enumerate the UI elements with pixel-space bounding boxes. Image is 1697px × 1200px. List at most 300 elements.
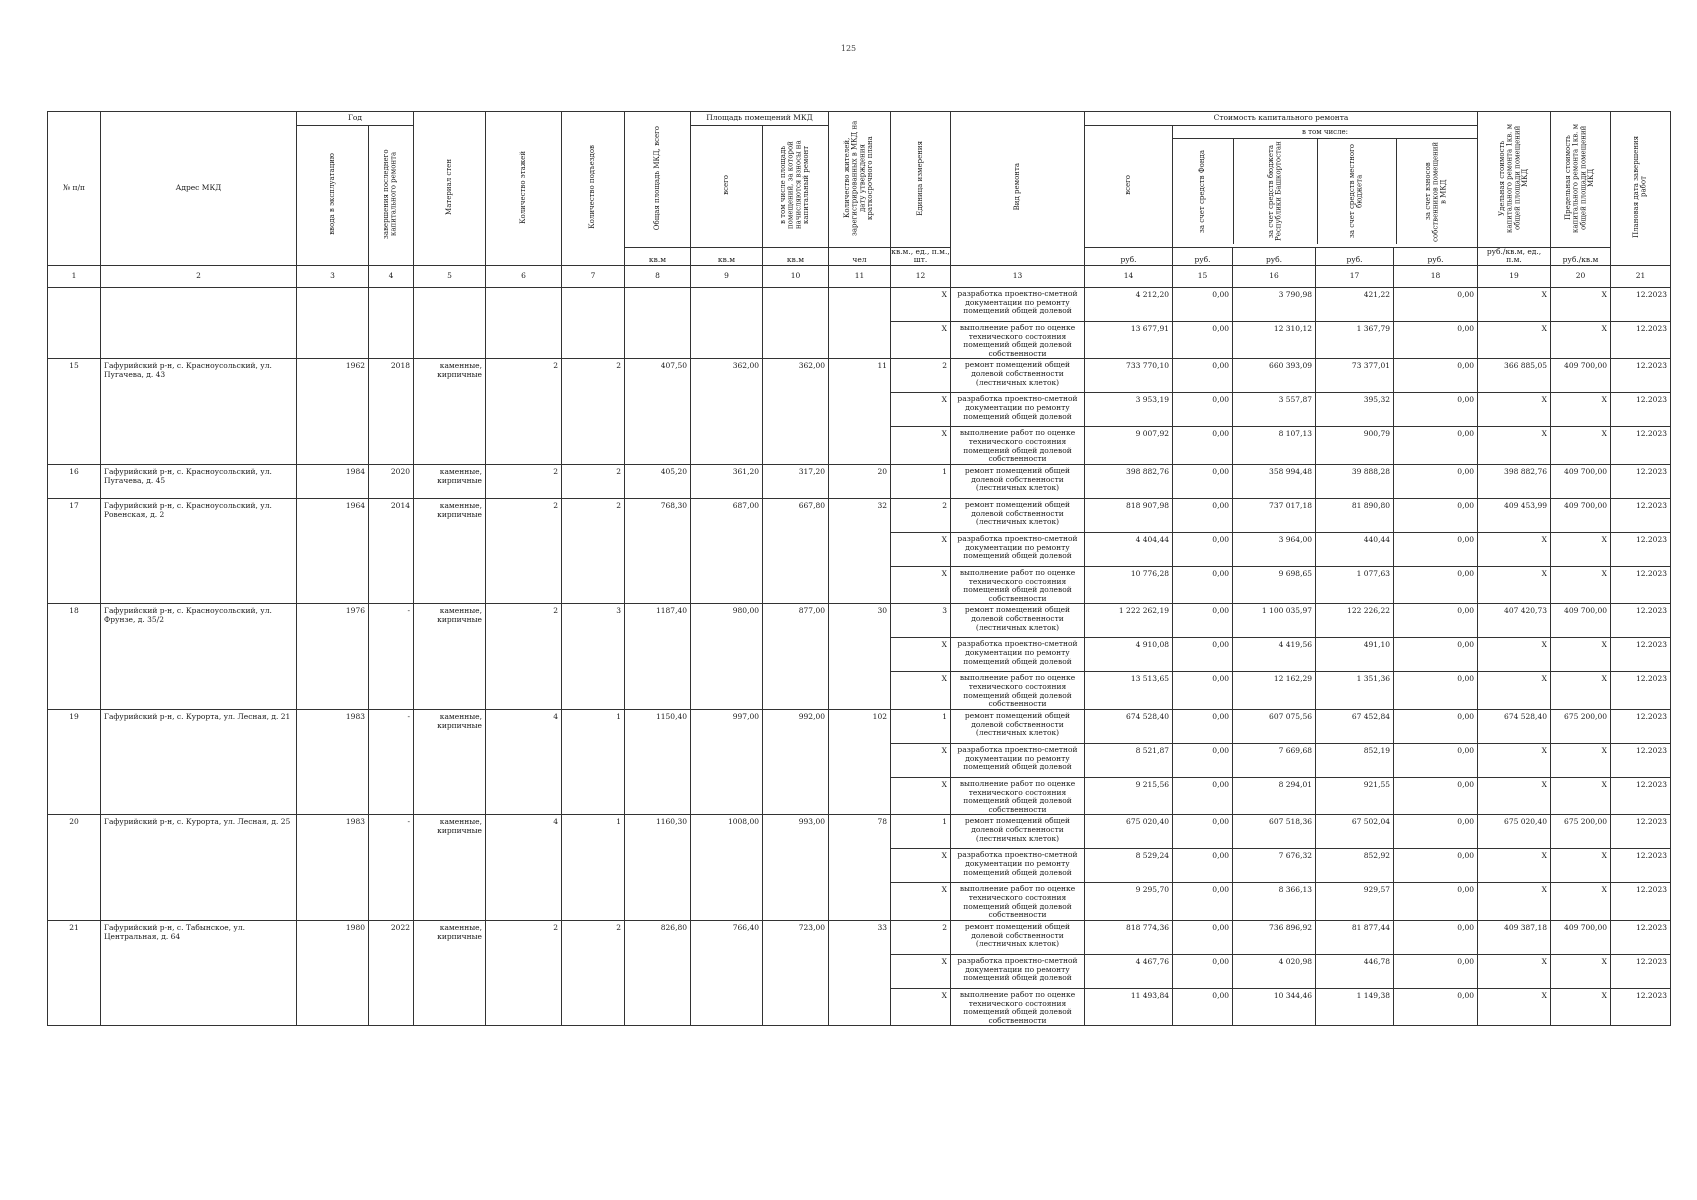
unit-cost: X xyxy=(1478,743,1551,777)
column-numbers-row xyxy=(48,265,1671,287)
cost-fund: 0,00 xyxy=(1173,287,1233,321)
work-type: разработка проектно-сметной документации по ремонту помещений общей долевой xyxy=(951,638,1085,672)
cost-owners: 0,00 xyxy=(1394,321,1478,359)
year-commission: 1962 xyxy=(297,359,369,465)
unit-cost: X xyxy=(1478,393,1551,427)
header-year-group: Год xyxy=(297,112,414,126)
cost-republic: 9 698,65 xyxy=(1233,566,1316,604)
residents-count: 102 xyxy=(829,709,891,815)
cost-local: 39 888,28 xyxy=(1316,464,1394,498)
cost-owners: 0,00 xyxy=(1394,393,1478,427)
cost-fund: 0,00 xyxy=(1173,321,1233,359)
cost-owners: 0,00 xyxy=(1394,849,1478,883)
building-address: Гафурийский р-н, с. Курорта, ул. Лесная, д. 21 xyxy=(101,709,297,815)
table-row xyxy=(48,287,1671,321)
unit-cost: X xyxy=(1478,321,1551,359)
area-total: 997,00 xyxy=(691,709,763,815)
building-address: Гафурийский р-н, с. Табынское, ул. Центральная, д. 64 xyxy=(101,920,297,1026)
unit-republic: руб. xyxy=(1233,247,1316,265)
work-type: разработка проектно-сметной документации по ремонту помещений общей долевой xyxy=(951,954,1085,988)
header-local: за счет средств местного бюджета xyxy=(1318,139,1397,244)
header-plan-date: Плановая дата завершения работ xyxy=(1611,112,1671,266)
table-row xyxy=(48,464,1671,498)
cost-republic: 607 518,36 xyxy=(1233,815,1316,849)
area-total: 1008,00 xyxy=(691,815,763,921)
cost-fund: 0,00 xyxy=(1173,464,1233,498)
cost-fund: 0,00 xyxy=(1173,604,1233,638)
header-floors: Количество этажей xyxy=(486,112,562,266)
unit-cost: X xyxy=(1478,672,1551,710)
work-type: выполнение работ по оценке технического состояния помещений общей долевой собственности xyxy=(951,672,1085,710)
plan-date: 12.2023 xyxy=(1611,321,1671,359)
header-address: Адрес МКД xyxy=(101,112,297,266)
plan-date: 12.2023 xyxy=(1611,566,1671,604)
cost-fund: 0,00 xyxy=(1173,743,1233,777)
cost-owners: 0,00 xyxy=(1394,743,1478,777)
floors-count: 2 xyxy=(486,359,562,465)
unit-value: X xyxy=(891,849,951,883)
header-unit: Единица измерения xyxy=(891,112,951,248)
entrances-count: 1 xyxy=(562,815,625,921)
cost-fund: 0,00 xyxy=(1173,815,1233,849)
unit-unit-cost: руб./кв.м, ед., п.м. xyxy=(1478,247,1551,265)
work-type: выполнение работ по оценке технического состояния помещений общей долевой собственности xyxy=(951,988,1085,1026)
area-total: 980,00 xyxy=(691,604,763,710)
year-commission: 1980 xyxy=(297,920,369,1026)
work-type: ремонт помещений общей долевой собственности (лестничных клеток) xyxy=(951,498,1085,532)
unit-value: X xyxy=(891,566,951,604)
total-area: 1187,40 xyxy=(625,604,691,710)
plan-date: 12.2023 xyxy=(1611,464,1671,498)
cost-owners: 0,00 xyxy=(1394,672,1478,710)
work-type: разработка проектно-сметной документации по ремонту помещений общей долевой xyxy=(951,393,1085,427)
max-cost: 409 700,00 xyxy=(1551,359,1611,393)
unit-area-contrib: кв.м xyxy=(763,247,829,265)
unit-residents: чел xyxy=(829,247,891,265)
total-area xyxy=(625,287,691,359)
header-area-total: всего xyxy=(691,126,763,248)
building-address: Гафурийский р-н, с. Красноусольский, ул. Ровенская, д. 2 xyxy=(101,498,297,604)
unit-area-total: кв.м xyxy=(691,247,763,265)
table-row xyxy=(48,815,1671,849)
cost-local: 122 226,22 xyxy=(1316,604,1394,638)
area-contrib: 667,80 xyxy=(763,498,829,604)
year-commission: 1976 xyxy=(297,604,369,710)
cost-total: 733 770,10 xyxy=(1085,359,1173,393)
cost-republic: 12 310,12 xyxy=(1233,321,1316,359)
wall-material xyxy=(414,287,486,359)
cost-republic: 10 344,46 xyxy=(1233,988,1316,1026)
entrances-count: 2 xyxy=(562,359,625,465)
area-contrib: 362,00 xyxy=(763,359,829,465)
wall-material: каменные, кирпичные xyxy=(414,815,486,921)
unit-value: 3 xyxy=(891,604,951,638)
cost-local: 900,79 xyxy=(1316,427,1394,465)
entrances-count: 1 xyxy=(562,709,625,815)
unit-value: 2 xyxy=(891,498,951,532)
area-contrib: 723,00 xyxy=(763,920,829,1026)
plan-date: 12.2023 xyxy=(1611,883,1671,921)
max-cost: 409 700,00 xyxy=(1551,920,1611,954)
year-commission: 1983 xyxy=(297,815,369,921)
max-cost: X xyxy=(1551,287,1611,321)
unit-cost: 675 020,40 xyxy=(1478,815,1551,849)
work-type: выполнение работ по оценке технического состояния помещений общей долевой собственности xyxy=(951,566,1085,604)
column-number: 3 xyxy=(297,265,369,287)
column-number: 16 xyxy=(1233,265,1316,287)
column-number: 9 xyxy=(691,265,763,287)
unit-owners: руб. xyxy=(1394,247,1478,265)
year-last-repair: - xyxy=(369,709,414,815)
max-cost: X xyxy=(1551,393,1611,427)
cost-local: 395,32 xyxy=(1316,393,1394,427)
cost-republic: 8 366,13 xyxy=(1233,883,1316,921)
unit-value: X xyxy=(891,988,951,1026)
cost-republic: 1 100 035,97 xyxy=(1233,604,1316,638)
residents-count: 32 xyxy=(829,498,891,604)
table-row xyxy=(48,604,1671,638)
year-last-repair: 2014 xyxy=(369,498,414,604)
cost-total: 9 215,56 xyxy=(1085,777,1173,815)
cost-owners: 0,00 xyxy=(1394,638,1478,672)
cost-total: 9 007,92 xyxy=(1085,427,1173,465)
table-body xyxy=(48,287,1671,1026)
cost-local: 1 149,38 xyxy=(1316,988,1394,1026)
column-number: 18 xyxy=(1394,265,1478,287)
entrances-count xyxy=(562,287,625,359)
unit-cost: X xyxy=(1478,532,1551,566)
max-cost: X xyxy=(1551,988,1611,1026)
cost-local: 852,19 xyxy=(1316,743,1394,777)
unit-value: 2 xyxy=(891,359,951,393)
unit-value: X xyxy=(891,777,951,815)
cost-owners: 0,00 xyxy=(1394,532,1478,566)
unit-cost: X xyxy=(1478,954,1551,988)
cost-owners: 0,00 xyxy=(1394,815,1478,849)
cost-total: 9 295,70 xyxy=(1085,883,1173,921)
row-number: 18 xyxy=(48,604,101,710)
column-number: 17 xyxy=(1316,265,1394,287)
column-number: 12 xyxy=(891,265,951,287)
cost-owners: 0,00 xyxy=(1394,883,1478,921)
cost-owners: 0,00 xyxy=(1394,604,1478,638)
cost-owners: 0,00 xyxy=(1394,566,1478,604)
header-work-type: Вид ремонта xyxy=(951,112,1085,266)
row-number: 17 xyxy=(48,498,101,604)
entrances-count: 3 xyxy=(562,604,625,710)
year-last-repair: 2022 xyxy=(369,920,414,1026)
header-incl: в том числе: xyxy=(1173,126,1477,139)
unit-value: X xyxy=(891,743,951,777)
repair-plan-table xyxy=(47,111,1671,1026)
area-total: 361,20 xyxy=(691,464,763,498)
page-number: 125 xyxy=(840,44,857,53)
floors-count: 2 xyxy=(486,464,562,498)
year-commission xyxy=(297,287,369,359)
year-commission: 1964 xyxy=(297,498,369,604)
cost-total: 13 677,91 xyxy=(1085,321,1173,359)
unit-cost: 366 885,05 xyxy=(1478,359,1551,393)
table-row xyxy=(48,920,1671,954)
area-total xyxy=(691,287,763,359)
unit-cost: X xyxy=(1478,287,1551,321)
cost-republic: 3 557,87 xyxy=(1233,393,1316,427)
header-residents: Количество жителей, зарегистрированных в МКД на дату утверждения краткосрочного плана xyxy=(829,112,891,248)
row-number: 15 xyxy=(48,359,101,465)
cost-total: 11 493,84 xyxy=(1085,988,1173,1026)
work-type: разработка проектно-сметной документации по ремонту помещений общей долевой xyxy=(951,743,1085,777)
unit-cost: X xyxy=(1478,988,1551,1026)
plan-date: 12.2023 xyxy=(1611,532,1671,566)
plan-date: 12.2023 xyxy=(1611,920,1671,954)
residents-count: 33 xyxy=(829,920,891,1026)
wall-material: каменные, кирпичные xyxy=(414,464,486,498)
cost-republic: 7 669,68 xyxy=(1233,743,1316,777)
cost-fund: 0,00 xyxy=(1173,566,1233,604)
table-header xyxy=(48,112,1671,288)
cost-total: 3 953,19 xyxy=(1085,393,1173,427)
building-address: Гафурийский р-н, с. Красноусольский, ул. Пугачева, д. 43 xyxy=(101,359,297,465)
cost-total: 818 774,36 xyxy=(1085,920,1173,954)
cost-fund: 0,00 xyxy=(1173,709,1233,743)
unit-value: X xyxy=(891,954,951,988)
wall-material: каменные, кирпичные xyxy=(414,920,486,1026)
header-area-contrib: в том числе площадь помещений, за которой начисляются взносы на капитальный ремонт xyxy=(763,126,829,248)
unit-value: X xyxy=(891,321,951,359)
max-cost: X xyxy=(1551,532,1611,566)
cost-fund: 0,00 xyxy=(1173,988,1233,1026)
header-area-group: Площадь помещений МКД xyxy=(691,112,829,126)
unit-value: X xyxy=(891,393,951,427)
max-cost: 409 700,00 xyxy=(1551,498,1611,532)
max-cost: 409 700,00 xyxy=(1551,604,1611,638)
wall-material: каменные, кирпичные xyxy=(414,359,486,465)
cost-fund: 0,00 xyxy=(1173,638,1233,672)
year-last-repair: - xyxy=(369,604,414,710)
building-address xyxy=(101,287,297,359)
cost-owners: 0,00 xyxy=(1394,777,1478,815)
unit-cost: 674 528,40 xyxy=(1478,709,1551,743)
cost-total: 4 467,76 xyxy=(1085,954,1173,988)
cost-republic: 3 790,98 xyxy=(1233,287,1316,321)
plan-date: 12.2023 xyxy=(1611,954,1671,988)
unit-cost: X xyxy=(1478,777,1551,815)
header-entrances: Количество подъездов xyxy=(562,112,625,266)
work-type: разработка проектно-сметной документации по ремонту помещений общей долевой xyxy=(951,532,1085,566)
year-last-repair xyxy=(369,287,414,359)
unit-local: руб. xyxy=(1316,247,1394,265)
cost-local: 1 351,36 xyxy=(1316,672,1394,710)
cost-republic: 736 896,92 xyxy=(1233,920,1316,954)
unit-total-area: кв.м xyxy=(625,247,691,265)
max-cost: X xyxy=(1551,849,1611,883)
column-number: 19 xyxy=(1478,265,1551,287)
work-type: ремонт помещений общей долевой собственности (лестничных клеток) xyxy=(951,359,1085,393)
unit-cost-total: руб. xyxy=(1085,247,1173,265)
max-cost: X xyxy=(1551,672,1611,710)
column-number: 13 xyxy=(951,265,1085,287)
area-contrib: 992,00 xyxy=(763,709,829,815)
work-type: ремонт помещений общей долевой собственности (лестничных клеток) xyxy=(951,920,1085,954)
column-number: 21 xyxy=(1611,265,1671,287)
table-row xyxy=(48,498,1671,532)
work-type: ремонт помещений общей долевой собственности (лестничных клеток) xyxy=(951,604,1085,638)
cost-total: 818 907,98 xyxy=(1085,498,1173,532)
year-commission: 1983 xyxy=(297,709,369,815)
cost-local: 81 890,80 xyxy=(1316,498,1394,532)
work-type: разработка проектно-сметной документации по ремонту помещений общей долевой xyxy=(951,287,1085,321)
cost-local: 67 452,84 xyxy=(1316,709,1394,743)
row-number: 19 xyxy=(48,709,101,815)
total-area: 1160,30 xyxy=(625,815,691,921)
cost-owners: 0,00 xyxy=(1394,498,1478,532)
area-contrib xyxy=(763,287,829,359)
max-cost: 675 200,00 xyxy=(1551,709,1611,743)
cost-local: 67 502,04 xyxy=(1316,815,1394,849)
cost-owners: 0,00 xyxy=(1394,988,1478,1026)
header-year-last-repair: завершения последнего капитального ремонта xyxy=(369,126,414,266)
area-contrib: 993,00 xyxy=(763,815,829,921)
header-fund: за счет средств Фонда xyxy=(1173,139,1234,244)
header-owners: за счет взносов собственников помещений в МКД xyxy=(1424,141,1448,242)
unit-value: X xyxy=(891,287,951,321)
cost-local: 73 377,01 xyxy=(1316,359,1394,393)
plan-date: 12.2023 xyxy=(1611,743,1671,777)
header-cost-total: всего xyxy=(1085,126,1173,248)
cost-republic: 4 419,56 xyxy=(1233,638,1316,672)
unit-value: X xyxy=(891,427,951,465)
max-cost: X xyxy=(1551,427,1611,465)
cost-republic: 7 676,32 xyxy=(1233,849,1316,883)
entrances-count: 2 xyxy=(562,920,625,1026)
unit-value: X xyxy=(891,532,951,566)
column-number: 8 xyxy=(625,265,691,287)
unit-cost: 407 420,73 xyxy=(1478,604,1551,638)
total-area: 407,50 xyxy=(625,359,691,465)
unit-cost: 398 882,76 xyxy=(1478,464,1551,498)
plan-date: 12.2023 xyxy=(1611,393,1671,427)
cost-total: 675 020,40 xyxy=(1085,815,1173,849)
work-type: выполнение работ по оценке технического состояния помещений общей долевой собственности xyxy=(951,321,1085,359)
area-contrib: 317,20 xyxy=(763,464,829,498)
column-number: 11 xyxy=(829,265,891,287)
cost-owners: 0,00 xyxy=(1394,287,1478,321)
plan-date: 12.2023 xyxy=(1611,849,1671,883)
cost-fund: 0,00 xyxy=(1173,954,1233,988)
unit-cost: X xyxy=(1478,849,1551,883)
cost-total: 4 404,44 xyxy=(1085,532,1173,566)
entrances-count: 2 xyxy=(562,464,625,498)
unit-value: X xyxy=(891,883,951,921)
column-number: 2 xyxy=(101,265,297,287)
cost-republic: 8 294,01 xyxy=(1233,777,1316,815)
unit-cost: 409 387,18 xyxy=(1478,920,1551,954)
cost-total: 4 212,20 xyxy=(1085,287,1173,321)
floors-count: 2 xyxy=(486,604,562,710)
cost-local: 921,55 xyxy=(1316,777,1394,815)
row-number: 16 xyxy=(48,464,101,498)
year-last-repair: 2020 xyxy=(369,464,414,498)
row-number: 20 xyxy=(48,815,101,921)
cost-local: 929,57 xyxy=(1316,883,1394,921)
wall-material: каменные, кирпичные xyxy=(414,709,486,815)
max-cost: X xyxy=(1551,638,1611,672)
cost-fund: 0,00 xyxy=(1173,393,1233,427)
column-number: 5 xyxy=(414,265,486,287)
max-cost: X xyxy=(1551,743,1611,777)
unit-measure: кв.м., ед., п.м., шт. xyxy=(891,247,950,265)
plan-date: 12.2023 xyxy=(1611,287,1671,321)
cost-local: 81 877,44 xyxy=(1316,920,1394,954)
total-area: 1150,40 xyxy=(625,709,691,815)
cost-total: 8 521,87 xyxy=(1085,743,1173,777)
cost-fund: 0,00 xyxy=(1173,920,1233,954)
header-unit-cost: Удельная стоимость капитального ремонта 1кв. м общей площади помещений МКД xyxy=(1478,112,1551,248)
cost-owners: 0,00 xyxy=(1394,427,1478,465)
cost-fund: 0,00 xyxy=(1173,427,1233,465)
work-type: выполнение работ по оценке технического состояния помещений общей долевой собственности xyxy=(951,883,1085,921)
header-cost-group: Стоимость капитального ремонта xyxy=(1085,112,1478,126)
column-number: 4 xyxy=(369,265,414,287)
cost-local: 491,10 xyxy=(1316,638,1394,672)
max-cost: 409 700,00 xyxy=(1551,464,1611,498)
plan-date: 12.2023 xyxy=(1611,604,1671,638)
cost-fund: 0,00 xyxy=(1173,777,1233,815)
unit-value: X xyxy=(891,672,951,710)
area-total: 766,40 xyxy=(691,920,763,1026)
header-year-commission: ввода в эксплуатацию xyxy=(297,126,369,266)
max-cost: 675 200,00 xyxy=(1551,815,1611,849)
cost-total: 8 529,24 xyxy=(1085,849,1173,883)
floors-count: 2 xyxy=(486,920,562,1026)
unit-cost: 409 453,99 xyxy=(1478,498,1551,532)
cost-owners: 0,00 xyxy=(1394,464,1478,498)
total-area: 826,80 xyxy=(625,920,691,1026)
work-type: ремонт помещений общей долевой собственности (лестничных клеток) xyxy=(951,815,1085,849)
max-cost: X xyxy=(1551,566,1611,604)
residents-count: 20 xyxy=(829,464,891,498)
cost-total: 10 776,28 xyxy=(1085,566,1173,604)
cost-republic: 607 075,56 xyxy=(1233,709,1316,743)
unit-value: 1 xyxy=(891,815,951,849)
floors-count: 4 xyxy=(486,709,562,815)
cost-fund: 0,00 xyxy=(1173,359,1233,393)
cost-republic: 660 393,09 xyxy=(1233,359,1316,393)
cost-fund: 0,00 xyxy=(1173,498,1233,532)
column-number: 1 xyxy=(48,265,101,287)
cost-local: 440,44 xyxy=(1316,532,1394,566)
header-num: № п/п xyxy=(48,112,101,266)
column-number: 10 xyxy=(763,265,829,287)
cost-owners: 0,00 xyxy=(1394,709,1478,743)
max-cost: X xyxy=(1551,321,1611,359)
max-cost: X xyxy=(1551,883,1611,921)
building-address: Гафурийский р-н, с. Красноусольский, ул. Пугачева, д. 45 xyxy=(101,464,297,498)
plan-date: 12.2023 xyxy=(1611,498,1671,532)
cost-local: 421,22 xyxy=(1316,287,1394,321)
cost-local: 852,92 xyxy=(1316,849,1394,883)
plan-date: 12.2023 xyxy=(1611,709,1671,743)
header-max-cost: Предельная стоимость капитального ремонта 1кв. м общей площади помещений МКД xyxy=(1551,112,1611,248)
header-republic: за счет средств бюджета Республики Башкортостан xyxy=(1234,139,1318,244)
column-number: 7 xyxy=(562,265,625,287)
cost-local: 1 077,63 xyxy=(1316,566,1394,604)
header-incl-group xyxy=(1173,126,1478,248)
unit-cost: X xyxy=(1478,427,1551,465)
work-type: выполнение работ по оценке технического состояния помещений общей долевой собственности xyxy=(951,777,1085,815)
cost-total: 1 222 262,19 xyxy=(1085,604,1173,638)
building-address: Гафурийский р-н, с. Красноусольский, ул. Фрунзе, д. 35/2 xyxy=(101,604,297,710)
